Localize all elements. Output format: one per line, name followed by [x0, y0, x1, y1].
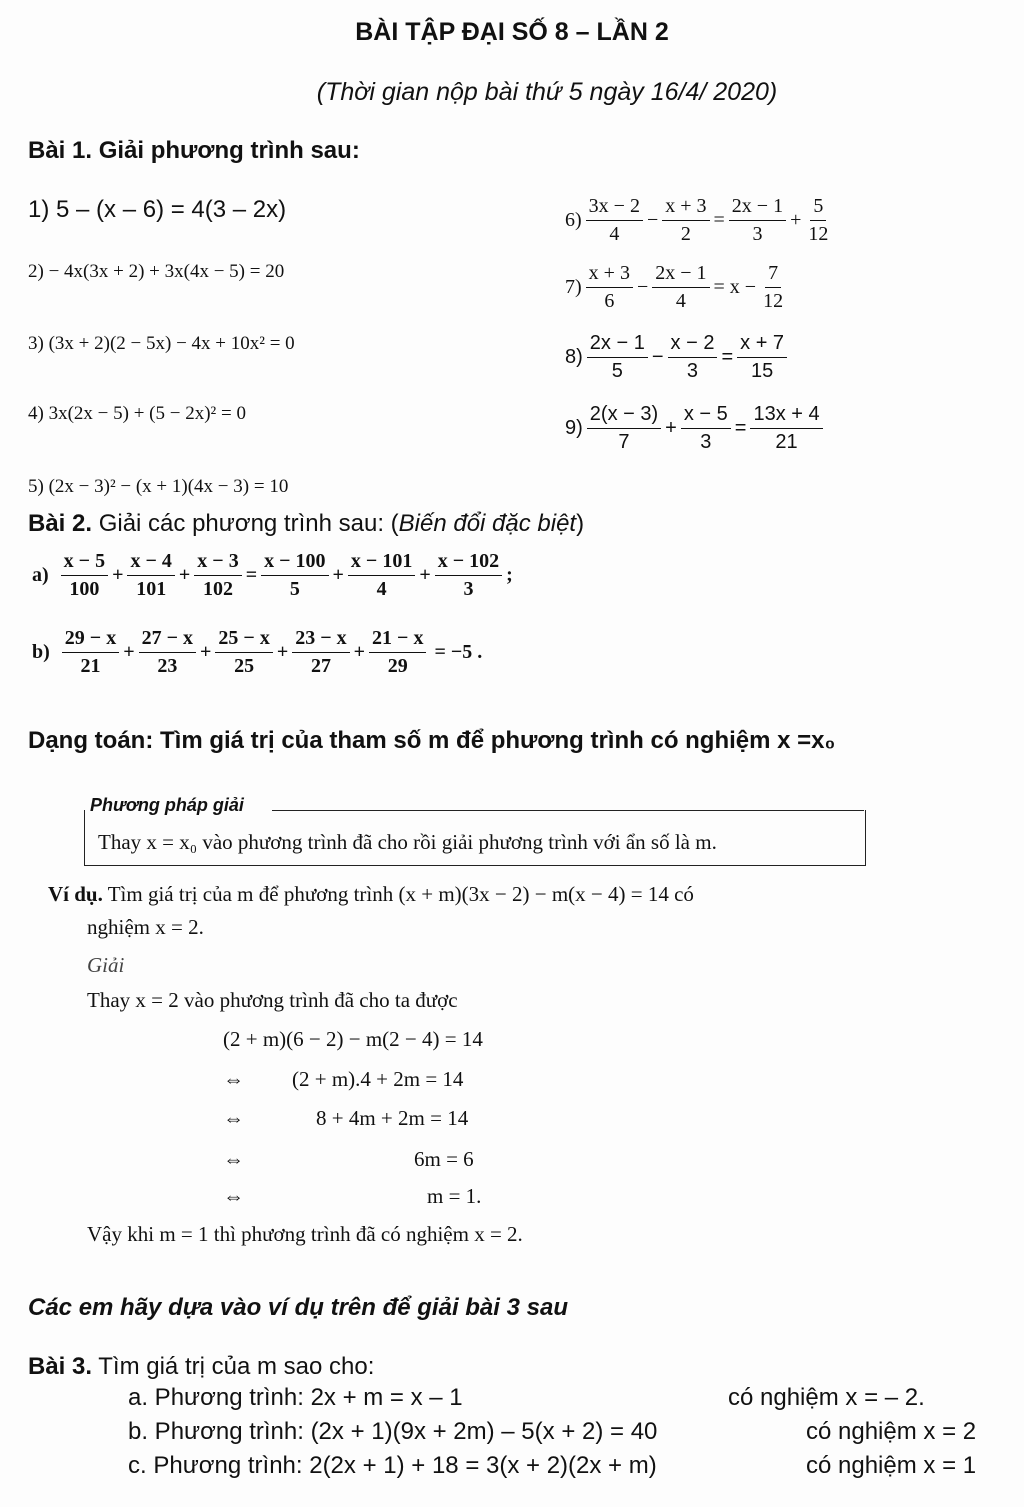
document-title: BÀI TẬP ĐẠI SỐ 8 – LẦN 2: [355, 18, 669, 46]
vi-du-text: Tìm giá trị của m để phương trình (x + m)(3x − 2) − m(x − 4) = 14 có: [102, 882, 694, 906]
phuong-phap-label: Phương pháp giải: [90, 795, 244, 815]
fraction: $\frac{2x - 1}{4}$: [652, 262, 709, 313]
equiv-arrow: ⇔: [223, 1067, 244, 1091]
bai2-label: Bài 2.: [28, 510, 93, 537]
bai1-problem-9: 9) $\frac{2(x - 3)}{7}$ + $\frac{x - 5}{3}$ = $\frac{13x + 4}{21}$: [563, 403, 825, 454]
thay-text: Thay x = 2 vào phương trình đã cho ta được: [87, 988, 458, 1012]
step-5: m = 1.: [427, 1184, 482, 1208]
fraction: $\frac{2x - 1}{5}$: [587, 332, 648, 383]
step-2: (2 + m).4 + 2m = 14: [292, 1067, 464, 1091]
bai3-heading: [28, 1353, 374, 1381]
bai1-problem-3: 3) (3x + 2)(2 − 5x) − 4x + 10x² = 0: [28, 333, 295, 354]
ket-luan: Vậy khi m = 1 thì phương trình đã có nghiệm x = 2.: [87, 1222, 523, 1246]
bai1-problem-6: 6) $\frac{3x - 2}{4}$ − $\frac{x + 3}{2}$ = $\frac{2x - 1}{3}$ + $\frac{5}{12}$: [563, 195, 833, 246]
fraction: $\frac{x + 3}{2}$: [662, 195, 709, 246]
equiv-arrow: ⇔: [223, 1106, 244, 1130]
bai1-heading: Bài 1. Giải phương trình sau:: [28, 137, 360, 164]
vi-du-line2: nghiệm x = 2.: [87, 915, 204, 939]
bai2-text: Giải các phương trình sau: (: [92, 510, 399, 537]
bai3-b-equation: b. Phương trình: (2x + 1)(9x + 2m) – 5(x + 2) = 40: [128, 1418, 658, 1445]
fraction: $\frac{27 - x}{23}$: [139, 627, 196, 678]
fraction: $\frac{25 - x}{25}$: [215, 627, 272, 678]
problem-label: 6): [565, 209, 582, 231]
fraction: $\frac{x + 3}{6}$: [586, 262, 633, 313]
huong-dan-heading: Các em hãy dựa vào ví dụ trên để giải bài 3 sau: [28, 1294, 568, 1321]
equiv-arrow: ⇔: [223, 1184, 244, 1208]
bai1-problem-5: 5) (2x − 3)² − (x + 1)(4x − 3) = 10: [28, 476, 289, 497]
fraction: $\frac{2(x - 3)}{7}$: [587, 403, 661, 454]
bai2-problem-b: b) $\frac{29 - x}{21}$ + $\frac{27 - x}{23}$ + $\frac{25 - x}{25}$ + $\frac{23 - x}{27}$ + $\frac{21 - x}{29}$ = −5 .: [32, 627, 483, 677]
giai-label: Giải: [87, 953, 125, 977]
bai3-a-equation: a. Phương trình: 2x + m = x – 1: [128, 1384, 463, 1411]
dang-toan-heading: Dạng toán: Tìm giá trị của tham số m để phương trình có nghiệm x =x₀: [28, 727, 836, 754]
step-1: (2 + m)(6 − 2) − m(2 − 4) = 14: [223, 1027, 483, 1051]
bai1-problem-7: 7) $\frac{x + 3}{6}$ − $\frac{2x - 1}{4}$ = x − $\frac{7}{12}$: [563, 262, 788, 313]
fraction: $\frac{x - 5}{3}$: [681, 403, 731, 454]
fraction: $\frac{7}{12}$: [763, 262, 784, 312]
document-subtitle: (Thời gian nộp bài thứ 5 ngày 16/4/ 2020): [316, 78, 778, 106]
fraction: $\frac{x - 101}{4}$: [348, 550, 415, 601]
bai3-b-solution: có nghiệm x = 2: [806, 1418, 977, 1445]
bai2-heading: [28, 510, 584, 538]
equiv-arrow: ⇔: [223, 1147, 244, 1171]
fraction: $\frac{x - 102}{3}$: [435, 550, 502, 601]
phuong-phap-text: Thay x = x₀ vào phương trình đã cho rồi giải phương trình với ẩn số là m.: [98, 830, 717, 854]
vi-du-line1: [48, 882, 694, 907]
fraction: $\frac{2x - 1}{3}$: [729, 195, 786, 246]
fraction: $\frac{29 - x}{21}$: [62, 627, 119, 678]
bai1-problem-2: 2) − 4x(3x + 2) + 3x(4x − 5) = 20: [28, 261, 285, 282]
fraction: $\frac{x - 5}{100}$: [61, 550, 108, 601]
bai3-text: Tìm giá trị của m sao cho:: [92, 1353, 375, 1380]
bai3-c-solution: có nghiệm x = 1: [806, 1452, 977, 1479]
bai3-a-solution: có nghiệm x = – 2.: [728, 1384, 925, 1411]
bai2-hint: Biến đổi đặc biệt: [398, 510, 577, 537]
fraction: $\frac{x + 7}{15}$: [737, 332, 787, 383]
bai1-problem-8: 8) $\frac{2x - 1}{5}$ − $\frac{x - 2}{3}$ = $\frac{x + 7}{15}$: [563, 332, 789, 383]
step-3: 8 + 4m + 2m = 14: [316, 1106, 469, 1130]
bai2-problem-a: a) $\frac{x - 5}{100}$ + $\frac{x - 4}{101}$ + $\frac{x - 3}{102}$ = $\frac{x - 100}{5}$ + $\frac{x - 101}{4}$ + $\frac{x - 102}{3}$ ;: [32, 550, 513, 600]
fraction: $\frac{23 - x}{27}$: [292, 627, 349, 678]
bai1-problem-1: 1) 5 – (x – 6) = 4(3 – 2x): [28, 196, 287, 223]
fraction: $\frac{x - 3}{102}$: [194, 550, 241, 601]
fraction: $\frac{x - 100}{5}$: [261, 550, 328, 601]
bai3-label: Bài 3.: [28, 1353, 93, 1380]
step-4: 6m = 6: [414, 1147, 474, 1171]
fraction: $\frac{21 - x}{29}$: [369, 627, 426, 678]
fraction: $\frac{3x - 2}{4}$: [586, 195, 643, 246]
fraction: $\frac{5}{12}$: [808, 195, 829, 245]
fraction: $\frac{x - 2}{3}$: [668, 332, 718, 383]
bai2-close: ): [576, 510, 585, 537]
vi-du-label: Ví dụ.: [48, 882, 103, 906]
fraction: $\frac{13x + 4}{21}$: [750, 403, 822, 454]
bai1-problem-4: 4) 3x(2x − 5) + (5 − 2x)² = 0: [28, 403, 246, 424]
bai3-c-equation: c. Phương trình: 2(2x + 1) + 18 = 3(x + 2)(2x + m): [128, 1452, 657, 1479]
fraction: $\frac{x - 4}{101}$: [127, 550, 174, 601]
